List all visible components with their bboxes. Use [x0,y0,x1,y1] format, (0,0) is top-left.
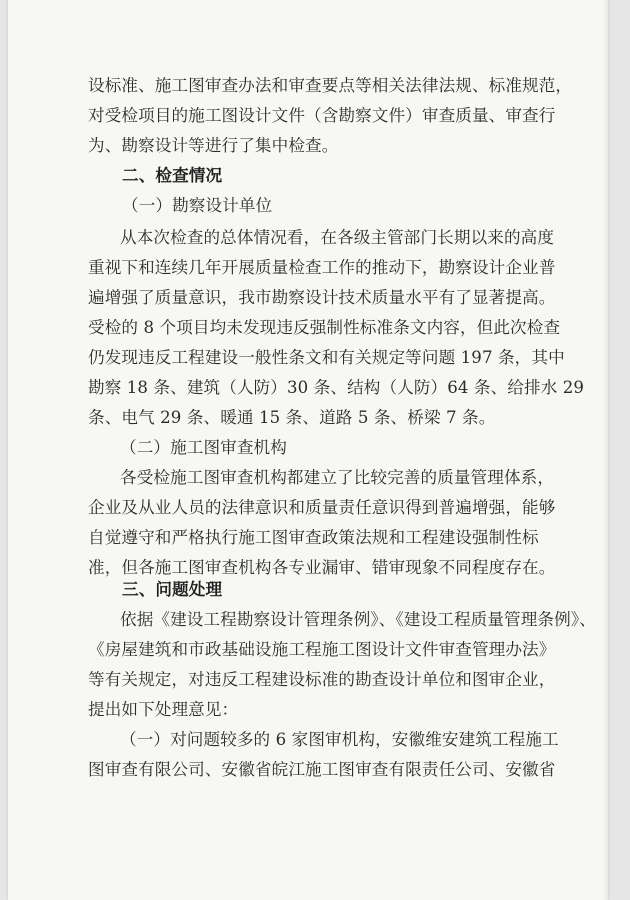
body-line: 图审查有限公司、安徽省皖江施工图审查有限责任公司、安徽省 [88,760,556,779]
section-heading-handling: 三、问题处理 [122,580,223,599]
body-line: 从本次检查的总体情况看，在各级主管部门长期以来的高度 [120,228,555,247]
body-line: （一）对问题较多的 6 家图审机构，安徽维安建筑工程施工 [120,730,559,749]
subsection-heading-review-agencies: （二）施工图审查机构 [120,438,287,457]
body-line: 条、电气 29 条、暖通 15 条、道路 5 条、桥梁 7 条。 [88,408,496,427]
body-line: 企业及从业人员的法律意识和质量责任意识得到普遍增强，能够 [88,498,556,517]
page-edge-shadow [602,0,608,900]
section-heading-inspection: 二、检查情况 [122,166,223,185]
body-line: 为、勘察设计等进行了集中检查。 [88,136,339,155]
body-line: 各受检施工图审查机构都建立了比较完善的质量管理体系， [120,468,555,487]
document-page [8,0,608,900]
body-line: 勘察 18 条、建筑（人防）30 条、结构（人防）64 条、给排水 29 [88,378,585,397]
body-line: 依据《建设工程勘察设计管理条例》、《建设工程质量管理条例》、 [120,610,596,629]
body-line: 对受检项目的施工图设计文件（含勘察文件）审查质量、审查行 [88,106,556,125]
body-line: 重视下和连续几年开展质量检查工作的推动下，勘察设计企业普 [88,258,556,277]
body-line: 受检的 8 个项目均未发现违反强制性标准条文内容，但此次检查 [88,318,561,337]
body-line: 遍增强了质量意识，我市勘察设计技术质量水平有了显著提高。 [88,288,556,307]
body-line: 提出如下处理意见： [88,700,239,719]
body-line: 准，但各施工图审查机构各专业漏审、错审现象不同程度存在。 [88,558,556,577]
body-line: 等有关规定，对违反工程建设标准的勘查设计单位和图审企业， [88,670,556,689]
body-line: 设标准、施工图审查办法和审查要点等相关法律法规、标准规范， [88,76,573,95]
subsection-heading-survey-design: （一）勘察设计单位 [122,196,273,215]
body-line: 《房屋建筑和市政基础设施工程施工图设计文件审查管理办法》 [88,640,556,659]
body-line: 仍发现违反工程建设一般性条文和有关规定等问题 197 条，其中 [88,348,565,367]
body-line: 自觉遵守和严格执行施工图审查政策法规和工程建设强制性标 [88,528,539,547]
